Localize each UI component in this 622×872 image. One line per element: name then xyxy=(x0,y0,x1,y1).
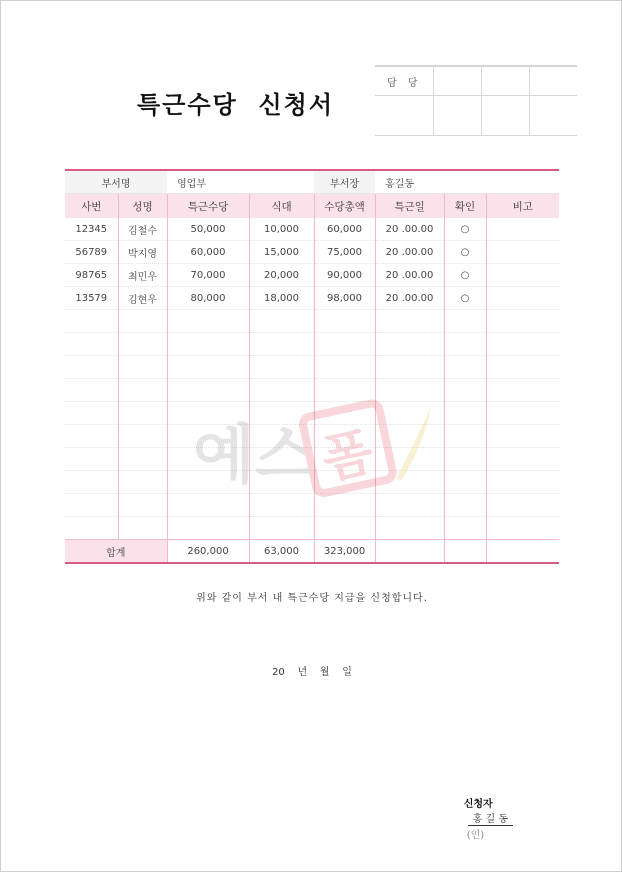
date-line: 20 년 월 일 xyxy=(272,667,352,678)
approval-cell xyxy=(482,66,530,96)
table-body xyxy=(65,218,559,540)
table-cell xyxy=(167,448,249,471)
table-cell xyxy=(486,494,559,517)
table-cell xyxy=(65,494,118,517)
table-cell xyxy=(375,379,444,402)
table-cell xyxy=(118,448,167,471)
table-cell xyxy=(249,379,314,402)
table-cell: 15,000 xyxy=(249,241,314,264)
table-cell xyxy=(375,356,444,379)
table-cell: 12345 xyxy=(65,218,118,241)
table-cell: ○ xyxy=(444,218,486,241)
table-cell: 56789 xyxy=(65,241,118,264)
table-cell xyxy=(375,402,444,425)
table-cell xyxy=(444,333,486,356)
table-cell xyxy=(375,494,444,517)
table-cell xyxy=(444,517,486,540)
column-header: 식대 xyxy=(249,194,314,219)
table-cell xyxy=(486,287,559,310)
table-cell xyxy=(118,425,167,448)
table-cell xyxy=(118,333,167,356)
table-cell xyxy=(486,425,559,448)
table-cell xyxy=(486,402,559,425)
table-cell xyxy=(444,448,486,471)
table-cell xyxy=(444,310,486,333)
table-cell: 80,000 xyxy=(167,287,249,310)
approval-sign-cell xyxy=(482,96,530,136)
table-cell xyxy=(486,310,559,333)
table-cell: 김현우 xyxy=(118,287,167,310)
approval-label: 담 당 xyxy=(375,66,434,96)
table-cell xyxy=(444,402,486,425)
table-cell: 10,000 xyxy=(249,218,314,241)
table-cell: 75,000 xyxy=(314,241,375,264)
table-cell xyxy=(249,356,314,379)
table-cell xyxy=(375,471,444,494)
table-cell xyxy=(167,494,249,517)
table-row xyxy=(65,356,559,379)
table-cell xyxy=(118,494,167,517)
table-cell xyxy=(314,425,375,448)
table-cell xyxy=(167,356,249,379)
table-cell xyxy=(486,241,559,264)
table-cell xyxy=(486,471,559,494)
table-row xyxy=(65,494,559,517)
approval-sign-cell xyxy=(530,96,578,136)
table-cell xyxy=(444,494,486,517)
approval-sign-cell xyxy=(375,96,434,136)
table-cell xyxy=(375,333,444,356)
table-cell xyxy=(314,402,375,425)
table-cell xyxy=(118,379,167,402)
seal-mark: (인) xyxy=(466,830,485,841)
table-cell xyxy=(314,379,375,402)
table-row xyxy=(65,471,559,494)
table-cell xyxy=(167,333,249,356)
table-cell xyxy=(167,471,249,494)
column-header: 성명 xyxy=(118,194,167,219)
table-cell xyxy=(314,310,375,333)
table-row xyxy=(65,310,559,333)
table-cell xyxy=(486,517,559,540)
approval-cell xyxy=(434,66,482,96)
table-cell xyxy=(65,310,118,333)
table-row xyxy=(65,425,559,448)
table-cell: 20 .00.00 xyxy=(375,264,444,287)
total-row xyxy=(65,540,559,564)
table-row xyxy=(65,517,559,540)
table-cell: 18,000 xyxy=(249,287,314,310)
table-cell xyxy=(167,310,249,333)
table-cell xyxy=(249,517,314,540)
department-value: 영업부 xyxy=(167,170,314,194)
total-amount: 323,000 xyxy=(314,540,375,564)
table-cell xyxy=(375,448,444,471)
table-cell: 20,000 xyxy=(249,264,314,287)
table-cell xyxy=(118,471,167,494)
table-cell xyxy=(65,448,118,471)
table-cell xyxy=(444,471,486,494)
column-header: 수당총액 xyxy=(314,194,375,219)
table-cell xyxy=(65,379,118,402)
applicant-name: 홍 길 동 xyxy=(468,810,513,826)
table-header-row xyxy=(65,194,559,219)
table-cell xyxy=(249,310,314,333)
table-cell: 박지영 xyxy=(118,241,167,264)
table-cell xyxy=(65,402,118,425)
column-header: 비고 xyxy=(486,194,559,219)
table-row xyxy=(65,218,559,241)
table-cell xyxy=(314,517,375,540)
column-header: 확인 xyxy=(444,194,486,219)
table-cell: 90,000 xyxy=(314,264,375,287)
table-cell xyxy=(249,494,314,517)
table-cell xyxy=(118,310,167,333)
total-overtime: 260,000 xyxy=(167,540,249,564)
table-cell xyxy=(167,517,249,540)
column-header: 특근수당 xyxy=(167,194,249,219)
department-label: 부서명 xyxy=(65,170,167,194)
overtime-table xyxy=(65,169,559,564)
table-cell xyxy=(314,448,375,471)
table-cell: 60,000 xyxy=(314,218,375,241)
table-cell xyxy=(65,517,118,540)
table-cell: 20 .00.00 xyxy=(375,218,444,241)
table-cell xyxy=(314,471,375,494)
table-row xyxy=(65,241,559,264)
table-cell xyxy=(444,356,486,379)
table-cell xyxy=(167,379,249,402)
table-row xyxy=(65,287,559,310)
table-cell xyxy=(65,425,118,448)
watermark-text: 예스 xyxy=(193,419,317,493)
table-cell xyxy=(167,402,249,425)
table-cell xyxy=(375,310,444,333)
department-head-value: 홍길동 xyxy=(375,170,559,194)
table-cell: ○ xyxy=(444,241,486,264)
table-cell xyxy=(486,333,559,356)
table-cell: ○ xyxy=(444,287,486,310)
table-cell xyxy=(65,356,118,379)
table-cell xyxy=(486,448,559,471)
table-row xyxy=(65,264,559,287)
approval-cell xyxy=(530,66,578,96)
department-head-label: 부서장 xyxy=(314,170,375,194)
table-cell: ○ xyxy=(444,264,486,287)
table-cell xyxy=(167,425,249,448)
table-cell xyxy=(314,333,375,356)
column-header: 사번 xyxy=(65,194,118,219)
total-meal: 63,000 xyxy=(249,540,314,564)
table-cell: 98765 xyxy=(65,264,118,287)
table-cell xyxy=(249,402,314,425)
table-cell xyxy=(118,356,167,379)
table-cell xyxy=(249,425,314,448)
applicant-label: 신청자 xyxy=(463,799,493,810)
table-cell: 김철수 xyxy=(118,218,167,241)
table-cell: 최민우 xyxy=(118,264,167,287)
table-cell: 70,000 xyxy=(167,264,249,287)
table-cell xyxy=(375,425,444,448)
approval-box xyxy=(375,65,577,136)
table-row xyxy=(65,402,559,425)
table-cell xyxy=(486,218,559,241)
table-row xyxy=(65,333,559,356)
department-row xyxy=(65,170,559,194)
table-cell xyxy=(486,264,559,287)
table-cell xyxy=(375,517,444,540)
table-cell xyxy=(486,379,559,402)
table-cell: 13579 xyxy=(65,287,118,310)
table-cell xyxy=(249,448,314,471)
document-title: 특근수당 신청서 xyxy=(137,91,334,119)
application-statement: 위와 같이 부서 내 특근수당 지급을 신청합니다. xyxy=(196,593,428,604)
table-cell xyxy=(444,425,486,448)
table-cell xyxy=(444,379,486,402)
table-cell xyxy=(314,494,375,517)
table-cell xyxy=(314,356,375,379)
table-cell: 98,000 xyxy=(314,287,375,310)
table-cell: 50,000 xyxy=(167,218,249,241)
table-row xyxy=(65,448,559,471)
table-cell xyxy=(249,333,314,356)
total-label: 합계 xyxy=(65,540,167,564)
column-header: 특근일 xyxy=(375,194,444,219)
table-cell xyxy=(486,356,559,379)
watermark-stamp-text: 폼 xyxy=(316,421,379,492)
table-cell xyxy=(118,402,167,425)
table-cell: 20 .00.00 xyxy=(375,241,444,264)
table-cell: 20 .00.00 xyxy=(375,287,444,310)
table-cell xyxy=(65,333,118,356)
table-cell xyxy=(65,471,118,494)
table-cell xyxy=(249,471,314,494)
table-row xyxy=(65,379,559,402)
approval-sign-cell xyxy=(434,96,482,136)
table-cell xyxy=(118,517,167,540)
applicant-signature xyxy=(451,784,513,852)
table-cell: 60,000 xyxy=(167,241,249,264)
